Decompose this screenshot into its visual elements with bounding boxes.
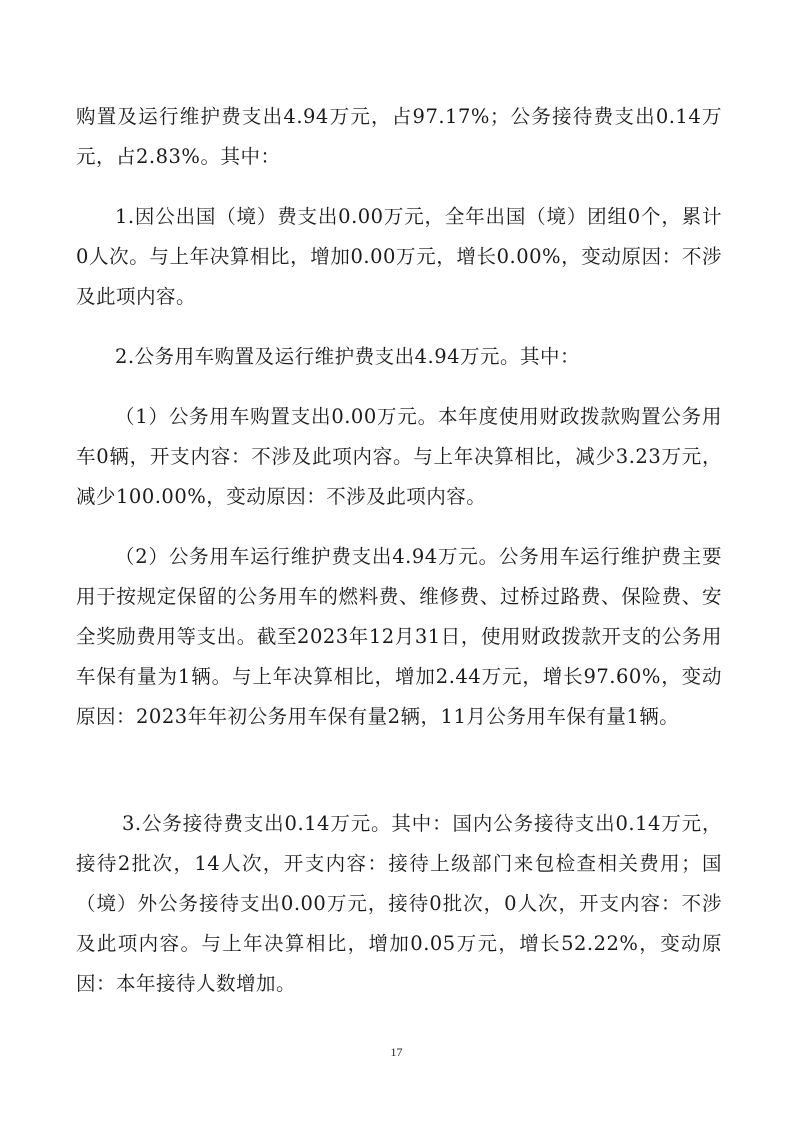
paragraph-vehicle-maintenance <box>76 537 722 737</box>
paragraph-text: 1.因公出国（境）费支出0.00万元，全年出国（境）团组0个，累计0人次。与上年决算相比，增加0.00万元，增长0.00%，变动原因：不涉及此项内容。 <box>76 205 722 308</box>
paragraph-text: （1）公务用车购置支出0.00万元。本年度使用财政拨款购置公务用车0辆，开支内容：不涉及此项内容。与上年决算相比，减少3.23万元，减少100.00%，变动原因：不涉及此项内容。 <box>76 405 722 508</box>
paragraph-text: （2）公务用车运行维护费支出4.94万元。公务用车运行维护费主要用于按规定保留的公务用车的燃料费、维修费、过桥过路费、保险费、安全奖励费用等支出。截至2023年12月31日，使用财政拨款开支的公务用车保有量为1辆。与上年决算相比，增加2.44万元，增长97.60%，变动原因：2023年年初公务用车保有量2辆，11月公务用车保有量1辆。 <box>76 545 722 728</box>
paragraph-text: 购置及运行维护费支出4.94万元，占97.17%；公务接待费支出0.14万元，占2.83%。其中： <box>76 105 722 168</box>
page-number: 17 <box>390 1045 403 1059</box>
paragraph-text: 2.公务用车购置及运行维护费支出4.94万元。其中： <box>115 345 581 368</box>
paragraph-text: 3.公务接待费支出0.14万元。其中：国内公务接待支出0.14万元，接待2批次，14人次，开支内容：接待上级部门来包检查相关费用；国（境）外公务接待支出0.00万元，接待0批次，0人次，开支内容：不涉及此项内容。与上年决算相比，增加0.05万元，增长52.22%，变动原因：本年接待人数增加。 <box>76 812 722 995</box>
paragraph-vehicle-heading <box>76 337 722 377</box>
paragraph-continuation <box>76 97 722 177</box>
paragraph-reception <box>76 804 722 1004</box>
paragraph-overseas-travel <box>76 197 722 317</box>
paragraph-vehicle-purchase <box>76 397 722 517</box>
